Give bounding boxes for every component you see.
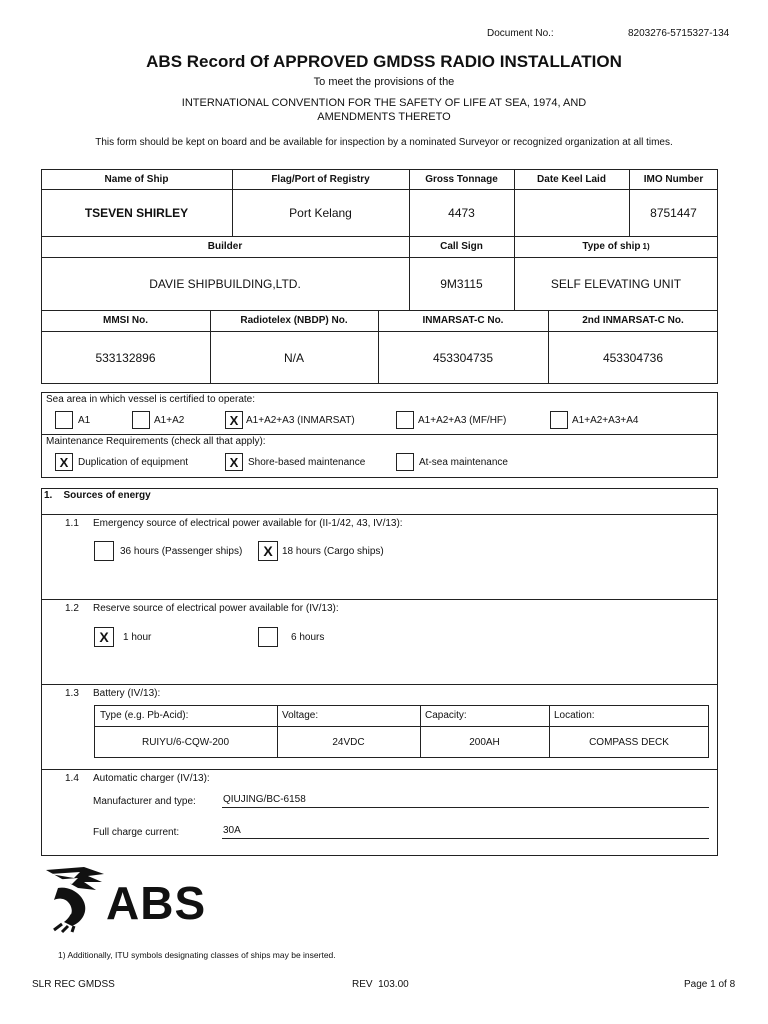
manufacturer-field[interactable]: QIUJING/BC-6158 [222, 794, 709, 808]
checkbox-duplication[interactable]: X [55, 453, 73, 471]
subtitle-convention: INTERNATIONAL CONVENTION FOR THE SAFETY OF LIFE AT SEA, 1974, AND [181, 97, 587, 109]
item-1-3-number: 1.3 [65, 688, 79, 699]
value-call-sign: 9M3115 [440, 276, 483, 291]
header-2nd-inmarsat-c: 2nd INMARSAT-C No. [582, 315, 684, 326]
item-1-2-number: 1.2 [65, 603, 79, 614]
label-a1-a2: A1+A2 [154, 415, 185, 426]
label-a1-a2-a3-mfhf: A1+A2+A3 (MF/HF) [418, 415, 507, 426]
header-mmsi: MMSI No. [103, 315, 148, 326]
footnote: 1) Additionally, ITU symbols designating classes of ships may be inserted. [58, 950, 336, 960]
battery-header-location: Location: [554, 710, 595, 721]
checkbox-36-hours[interactable] [94, 541, 114, 561]
item-1-4-label: Automatic charger (IV/13): [93, 773, 210, 784]
sea-area-label: Sea area in which vessel is certified to operate: [46, 394, 255, 405]
document-number-value: 8203276-5715327-134 [628, 28, 730, 39]
label-at-sea: At-sea maintenance [419, 457, 508, 468]
section-1-title: 1. Sources of energy [44, 490, 151, 501]
checkbox-a1-a2-a3-inmarsat[interactable]: X [225, 411, 243, 429]
footer-form-code: SLR REC GMDSS [32, 979, 115, 990]
battery-value-capacity: 200AH [469, 737, 500, 748]
label-a1-a2-a3-a4: A1+A2+A3+A4 [572, 415, 639, 426]
battery-value-voltage: 24VDC [332, 737, 365, 748]
type-of-ship-label: Type of ship [582, 241, 641, 252]
charge-current-label: Full charge current: [93, 827, 180, 838]
header-name-of-ship: Name of Ship [104, 173, 169, 185]
footer-page-number: Page 1 of 8 [684, 979, 736, 990]
value-flag: Port Kelang [289, 205, 352, 220]
value-inmarsat-c: 453304735 [432, 350, 494, 365]
item-1-1-number: 1.1 [65, 518, 79, 529]
document-number-label: Document No.: [487, 28, 554, 39]
checkbox-a1[interactable] [55, 411, 73, 429]
value-type-of-ship: SELF ELEVATING UNIT [550, 276, 682, 291]
label-a1-a2-a3-inmarsat: A1+A2+A3 (INMARSAT) [246, 415, 355, 426]
eagle-logo-icon [44, 864, 108, 934]
header-builder: Builder [207, 241, 243, 252]
checkbox-at-sea[interactable] [396, 453, 414, 471]
checkbox-shore-based[interactable]: X [225, 453, 243, 471]
header-radiotelex: Radiotelex (NBDP) No. [240, 315, 348, 326]
label-duplication: Duplication of equipment [78, 457, 189, 468]
value-builder: DAVIE SHIPBUILDING,LTD. [149, 276, 301, 291]
header-flag: Flag/Port of Registry [271, 173, 370, 185]
header-gross-tonnage: Gross Tonnage [425, 173, 498, 185]
value-2nd-inmarsat-c: 453304736 [602, 350, 664, 365]
checkbox-18-hours[interactable]: X [258, 541, 278, 561]
charge-current-field[interactable]: 30A [222, 825, 709, 839]
footnote-marker: 1) [642, 242, 650, 251]
abs-logo-text: ABS [106, 877, 207, 929]
header-keel-laid: Date Keel Laid [537, 173, 606, 185]
item-1-2-label: Reserve source of electrical power available for (IV/13): [93, 603, 339, 614]
battery-value-location: COMPASS DECK [589, 737, 669, 748]
value-keel-laid [514, 189, 629, 236]
label-18-hours: 18 hours (Cargo ships) [282, 546, 384, 557]
label-6-hours: 6 hours [291, 632, 325, 643]
value-radiotelex: N/A [283, 350, 304, 365]
page-title: ABS Record Of APPROVED GMDSS RADIO INSTALLATION [146, 52, 622, 71]
abs-logo [44, 864, 229, 934]
header-call-sign: Call Sign [440, 241, 483, 252]
value-name-of-ship: TSEVEN SHIRLEY [84, 205, 189, 220]
label-a1: A1 [78, 415, 91, 426]
value-mmsi: 533132896 [95, 350, 156, 365]
subtitle-provisions: To meet the provisions of the [313, 76, 455, 88]
checkbox-a1-a2[interactable] [132, 411, 150, 429]
battery-header-voltage: Voltage: [282, 710, 319, 721]
battery-header-capacity: Capacity: [425, 710, 467, 721]
item-1-1-label: Emergency source of electrical power available for (II-1/42, 43, IV/13): [93, 518, 403, 529]
checkbox-a1-a2-a3-mfhf[interactable] [396, 411, 414, 429]
manufacturer-label: Manufacturer and type: [93, 796, 196, 807]
subtitle-amendments: AMENDMENTS THERETO [317, 111, 451, 123]
checkbox-a1-a2-a3-a4[interactable] [550, 411, 568, 429]
item-1-3-label: Battery (IV/13): [93, 688, 161, 699]
item-1-4-number: 1.4 [65, 773, 79, 784]
header-imo-number: IMO Number [643, 173, 704, 185]
battery-value-type: RUIYU/6-CQW-200 [141, 737, 230, 748]
battery-header-type: Type (e.g. Pb-Acid): [100, 710, 189, 721]
label-shore-based: Shore-based maintenance [248, 457, 366, 468]
checkbox-1-hour[interactable]: X [94, 627, 114, 647]
checkbox-6-hours[interactable] [258, 627, 278, 647]
label-36-hours: 36 hours (Passenger ships) [120, 546, 243, 557]
value-gross-tonnage: 4473 [448, 205, 475, 220]
value-imo-number: 8751447 [650, 205, 697, 220]
label-1-hour: 1 hour [123, 632, 152, 643]
header-type-of-ship [514, 236, 718, 257]
maintenance-label: Maintenance Requirements (check all that apply): [46, 436, 266, 447]
inspection-note: This form should be kept on board and be available for inspection by a nominated Surveyor or recognized organization at all times. [95, 137, 673, 148]
header-inmarsat-c: INMARSAT-C No. [422, 315, 504, 326]
footer-revision: REV 103.00 [352, 979, 409, 990]
